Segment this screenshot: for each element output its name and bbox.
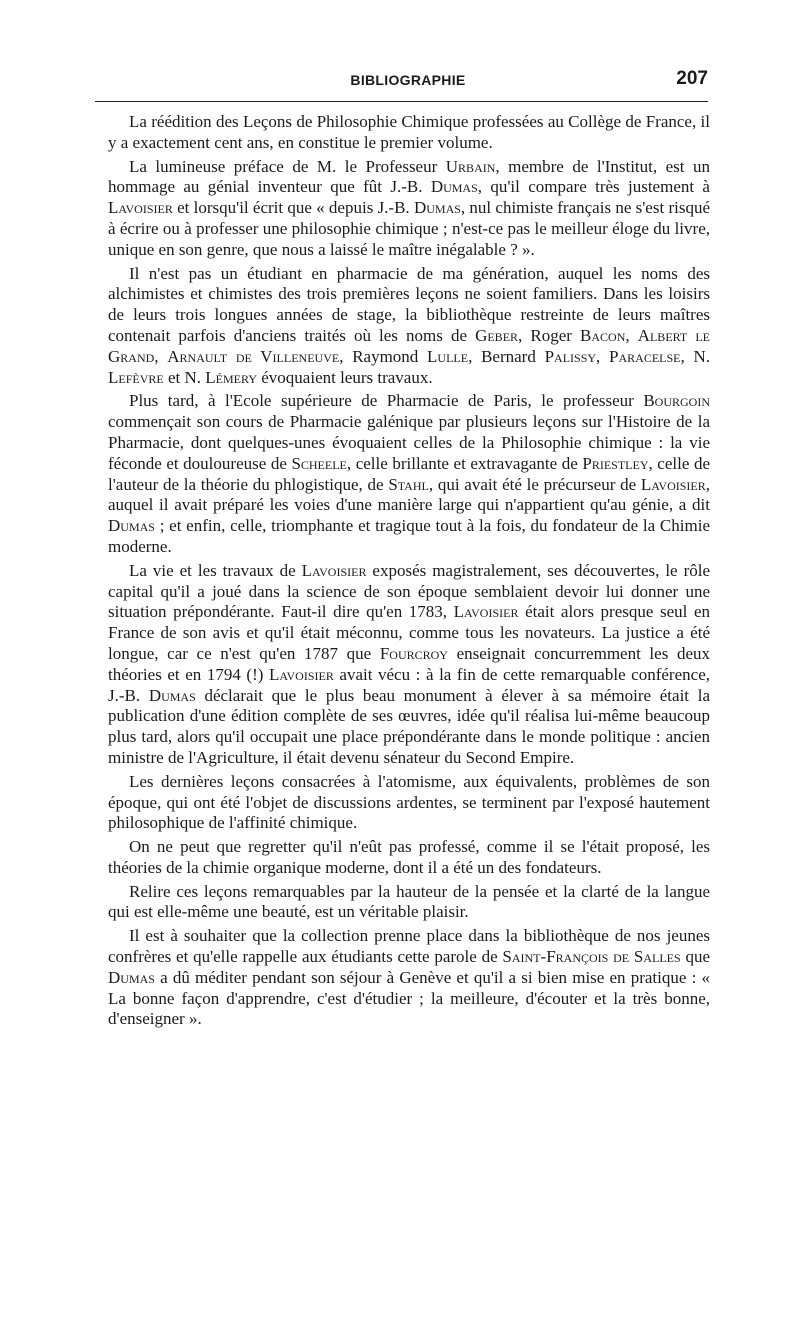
person-name: Dumas — [430, 177, 478, 197]
person-name: Bacon — [580, 325, 626, 345]
person-name: Palissy — [544, 346, 597, 366]
person-name: Priestley — [582, 453, 649, 473]
person-name: Fourcroy — [379, 643, 448, 663]
person-name: Dumas — [108, 516, 155, 536]
paragraph-preface: La lumineuse préface de M. le Professeur Urbain, membre de l'Institut, est un hommage au génial inventeur que fût J.-B. Dumas, qu'il compare très justement à Lavoisier et lorsqu'il écrit que « depuis J.-B. Dumas, nul chimiste français ne s'est risqué à écrire ou à professer une philosophie chimique ; n'est-ce pas le meilleur éloge du livre, unique en son genre, que nous a laissé le maître inégalable ? ». — [108, 156, 711, 259]
person-name: Lavoisier — [108, 198, 173, 218]
paragraph-chimie-organique: On ne peut que regretter qu'il n'eût pas professé, comme il se l'était proposé, les théories de la chimie organique moderne, dont il a été un des fondateurs. — [108, 837, 710, 877]
page-number: 207 — [676, 68, 708, 89]
person-name: Lulle — [427, 346, 469, 366]
paragraph-lavoisier: La vie et les travaux de Lavoisier exposés magistralement, ses découvertes, le rôle capital qu'il a joué dans la science de son époque semblaient devoir lui donner une situation prépondérante. Faut-il dire qu'en 1783, Lavoisier était alors presque seul en France de son avis et qu'il était méconnu, comme tous les novateurs. La justice a été longue, car ce n'est qu'en 1787 que Fourcroy enseignait concurremment les deux théories et en 1794 (!) Lavoisier avait vécu : à la fin de cette remarquable conférence, J.-B. Dumas déclarait que le plus beau monument à élever à sa mémoire était la publication d'une édition complète de ses œuvres, idée qu'il réalisa lui-même beaucoup plus tard, alors qu'il occupait une place prépondérante dans le monde politique : ancien ministre de l'Agriculture, il était devenu sénateur du Second Empire. — [108, 560, 710, 767]
person-name: Paracelse — [609, 346, 681, 366]
person-name: Dumas — [108, 967, 155, 987]
person-name: Urbain — [445, 156, 496, 176]
person-name: Albert le Grand — [108, 325, 711, 366]
person-name: Lefèvre — [108, 367, 164, 387]
person-name: Lavoisier — [301, 560, 367, 580]
person-name: Geber — [475, 325, 519, 345]
paragraph-reedition: La réédition des Leçons de Philosophie Chimique professées au Collège de France, il y a exactement cent ans, en constitue le premier volume. — [108, 112, 710, 152]
person-name: Lavoisier — [453, 602, 519, 622]
person-name: Bourgoin — [643, 391, 710, 411]
person-name: Dumas — [148, 685, 196, 705]
person-name: Scheele — [291, 453, 347, 473]
paragraph-ecole-pharmacie: Plus tard, à l'Ecole supérieure de Pharmacie de Paris, le professeur Bourgoin commençait son cours de Pharmacie galénique par plusieurs leçons sur l'Histoire de la Pharmacie, dont quelques-unes évoquaient celles de la Philosophie chimique : la vie féconde et douloureuse de Scheele, celle brillante et extravagante de Priestley, celle de l'auteur de la théorie du phlogistique, de Stahl, qui avait été le précurseur de Lavoisier, auquel il avait préparé les voies d'une manière large qui n'appartient qu'au génie, a dit Dumas ; et enfin, celle, triomphante et tragique tout à la fois, du fondateur de la Chimie moderne. — [108, 391, 710, 556]
paragraph-relire: Relire ces leçons remarquables par la hauteur de la pensée et la clarté de la langue qui est elle-même une beauté, est un véritable plaisir. — [108, 881, 710, 922]
paragraph-atomisme: Les dernières leçons consacrées à l'atomisme, aux équivalents, problèmes de son époque, qui ont été l'objet de discussions ardentes, se terminent par l'exposé hautement philosophique de l'affinité chimique. — [108, 771, 710, 833]
person-name: Arnault de Villeneuve — [167, 346, 340, 366]
paragraph-souhaiter: Il est à souhaiter que la collection prenne place dans la bibliothèque de nos jeunes confrères et qu'elle rappelle aux étudiants cette parole de Saint-François de Salles que Dumas a dû méditer pendant son séjour à Genève et qu'il a si bien mise en pratique : « La bonne façon d'apprendre, c'est d'étudier ; la meilleure, d'écouter et la très bonne, d'enseigner ». — [108, 926, 711, 1029]
running-header — [108, 70, 708, 96]
person-name: Lémery — [205, 367, 257, 387]
person-name: Dumas — [413, 198, 461, 218]
running-title: BIBLIOGRAPHIE — [350, 72, 466, 88]
person-name: Saint-François de Salles — [502, 947, 681, 967]
paragraph-alchemists: Il n'est pas un étudiant en pharmacie de ma génération, auquel les noms des alchimistes et chimistes des trois premières leçons ne soient familiers. Dans les loisirs de leurs trois longues années de stage, la bibliothèque restreinte de leurs maîtres contenait parfois d'anciens traités où les noms de Geber, Roger Bacon, Albert le Grand, Arnault de Villeneuve, Raymond Lulle, Bernard Palissy, Paracelse, N. Lefèvre et N. Lémery évoquaient leurs travaux. — [108, 263, 711, 387]
header-rule — [95, 101, 708, 102]
person-name: Lavoisier — [268, 664, 334, 684]
person-name: Stahl — [388, 474, 429, 494]
person-name: Lavoisier — [640, 474, 706, 494]
body-text — [108, 112, 710, 1033]
